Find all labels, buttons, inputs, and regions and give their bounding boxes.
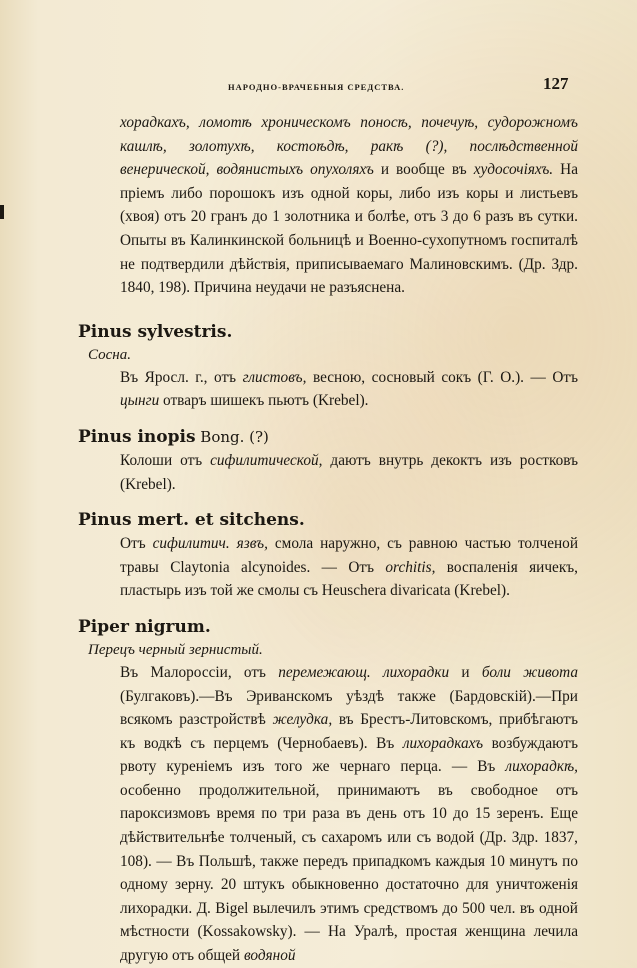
entry-title-text: Pinus mert. et sitchens. bbox=[78, 510, 305, 531]
italic-text-run: сифилитической, bbox=[210, 451, 323, 469]
entry-title-text: Pinus inopis bbox=[78, 426, 196, 447]
entry-title bbox=[78, 615, 578, 639]
text-run: Колоши отъ bbox=[120, 451, 211, 469]
intro-paragraph bbox=[120, 111, 578, 300]
text-run: возбуждаютъ рвоту куреніемъ изъ того же чернаго перца. — Въ bbox=[120, 734, 578, 776]
text-run: особенно продолжительной, принимаютъ въ свободное отъ пароксизмовъ время по три раза въ день отъ 10 до 15 зеренъ. Еще дѣйствительнѣе толченый, съ сахаромъ или съ водой (Др. Здр. 1837, 108). — Въ Польшѣ, также передъ припадкомъ каждыя 10 минутъ по одному зерну. 20 штукъ обыкновенно достаточно для уничтоженія лихорадки. Д. Bigel вылечилъ этимъ средствомъ до 500 чел. въ одной мѣстности (Kossakowsky). — На Уралѣ, простая женщина лечила другую отъ общей bbox=[120, 781, 578, 965]
entry-body bbox=[120, 661, 578, 968]
italic-text-run: хорадкахъ, ломотѣ хроническомъ поносѣ, почечуѣ, судорожномъ кашлѣ, золотухѣ, костоѣдѣ, ракѣ (?), послѣдственной венерической, водянистыхъ опухоляхъ bbox=[120, 114, 578, 179]
running-head: НАРОДНО-ВРАЧЕБНЫЯ СРЕДСТВА. bbox=[228, 82, 405, 92]
entries-list bbox=[78, 320, 578, 968]
entry-body bbox=[120, 532, 578, 603]
entry-title-text: Pinus sylvestris. bbox=[78, 321, 233, 342]
page-number: 127 bbox=[543, 74, 569, 93]
text-run: смола наружно, съ равною частью толченой травы Claytonia alcynoides. — Отъ bbox=[120, 535, 579, 576]
italic-text-run: желудка, bbox=[272, 711, 333, 729]
text-run: воспаленія яичекъ, пластырь изъ той же смолы съ Heuschera divaricata (Krebel). bbox=[120, 558, 578, 600]
italic-text-run: глистовъ, bbox=[242, 368, 307, 386]
text-run: весною, сосновый сокъ (Г. О.). — Отъ bbox=[306, 368, 579, 386]
italic-text-run: водяной bbox=[243, 947, 296, 965]
text-run: На пріемъ либо порошокъ изъ одной коры, либо изъ коры и листьевъ (хвоя) отъ 20 гранъ до 1 золотника и болѣе, отъ 3 до 6 разъ въ сутки. Опыты въ Калинкинской больницѣ и Военно-сухопутномъ госпиталѣ не подтвердили дѣйствія, приписываемаго Малиновскимъ. (Др. Здр. 1840, 198). Причина неудачи не разъяснена. bbox=[120, 161, 578, 297]
text-run: даютъ внутрь декоктъ изъ ростковъ (Krebel). bbox=[120, 451, 578, 493]
entry bbox=[78, 615, 578, 968]
entry-title bbox=[78, 425, 578, 449]
italic-text-run: сифилитич. язвъ, bbox=[152, 535, 268, 553]
page-header bbox=[0, 74, 637, 96]
text-run: Въ Яросл. г., отъ bbox=[120, 368, 243, 386]
entry-subtitle: Перецъ черный зернистый. bbox=[88, 641, 263, 658]
entry-body bbox=[120, 449, 578, 496]
text-run: (Булгаковъ).—Въ Эриванскомъ уѣздѣ также (Бардовскій).—При всякомъ разстройствѣ bbox=[120, 687, 578, 729]
italic-text-run: боли живота bbox=[481, 663, 578, 681]
entry-subtitle: Сосна. bbox=[88, 346, 131, 363]
entry bbox=[78, 425, 578, 496]
text-run: отваръ шишекъ пьютъ (Krebel). bbox=[159, 392, 369, 410]
italic-text-run: худосочіяхъ. bbox=[473, 161, 554, 179]
entry-title bbox=[78, 320, 578, 344]
text-run: Отъ bbox=[120, 535, 153, 553]
italic-text-run: цынги bbox=[120, 392, 160, 410]
text-run: и bbox=[449, 663, 482, 681]
text-run: въ Брестъ-Литовскомъ, прибѣгаютъ къ водкѣ съ перцемъ (Чернобаевъ). Въ bbox=[120, 711, 578, 752]
margin-mark bbox=[0, 205, 4, 219]
text-run: Въ Малороссіи, отъ bbox=[120, 663, 279, 681]
entry-title-text: Piper nigrum. bbox=[78, 616, 211, 637]
entry bbox=[78, 320, 578, 413]
italic-text-run: лихорадкѣ, bbox=[505, 758, 578, 776]
entry-body bbox=[120, 366, 578, 413]
entry-author: Bong. (?) bbox=[195, 427, 269, 446]
entry bbox=[78, 508, 578, 603]
italic-text-run: лихорадкахъ bbox=[402, 734, 484, 752]
page-content bbox=[78, 111, 578, 968]
entry-title bbox=[78, 508, 578, 532]
text-run: и вообще въ bbox=[373, 161, 474, 179]
italic-text-run: orchitis, bbox=[385, 558, 436, 576]
italic-text-run: перемежающ. лихорадки bbox=[278, 663, 450, 681]
